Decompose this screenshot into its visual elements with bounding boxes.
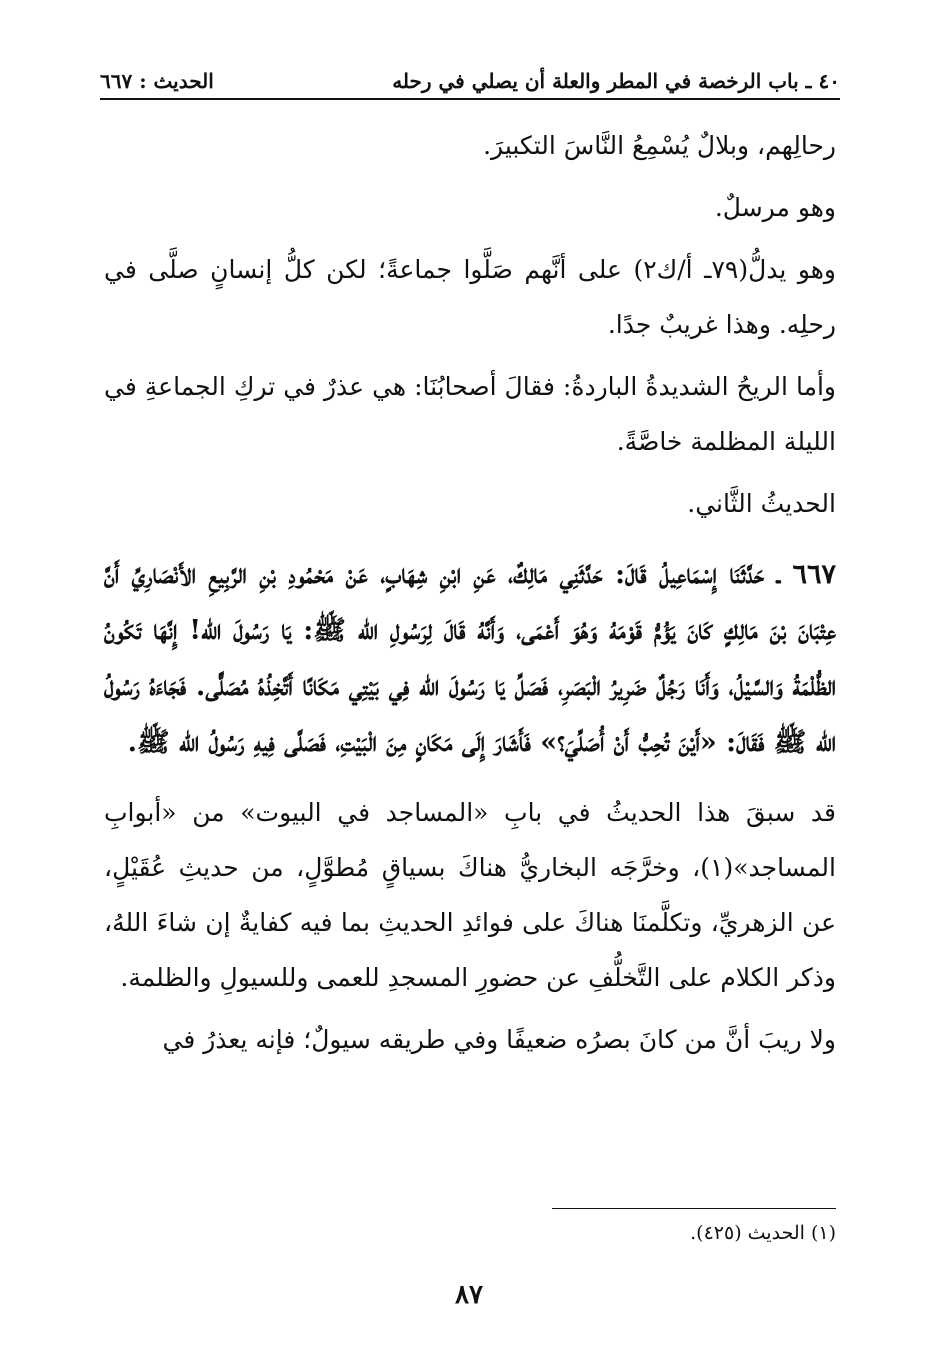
hadith-text: ٦٦٧ ـ حَدَّثَنَا إِسْمَاعِيلُ قَالَ: حَدَّثَنِي مَالِكٌ، عَنِ ابْنِ شِهَابٍ، عَنْ مَحْمُودِ بْنِ الرَّبِيعِ الأَنْصَارِيِّ أَنَّ عِتْبَانَ بْنَ مَالِكٍ كَانَ يَؤُمُّ قَوْمَهُ وَهُوَ أَعْمَى، وَأَنَّهُ قَالَ لِرَسُولِ الله ﷺ: يَا رَسُولَ الله! إِنَّهَا تَكُونُ الظُّلْمَةُ وَالسَّيْلُ، وَأَنَا رَجُلٌ ضَرِيرُ الْبَصَرِ، فَصَلِّ يَا رَسُولَ الله فِي بَيْتِي مَكَانًا أَتَّخِذُهُ مُصَلًّى. فَجَاءَهُ رَسُولُ الله ﷺ فَقَالَ: «أَيْنَ تُحِبُّ أَنْ أُصَلِّيَ؟» فَأَشَارَ إِلَى مَكَانٍ مِنَ الْبَيْتِ، فَصَلَّى فِيهِ رَسُولُ الله ﷺ. xyxy=(104,559,836,758)
paragraph: وأما الريحُ الشديدةُ الباردةُ: فقالَ أصحابُنَا: هي عذرٌ في تركِ الجماعةِ في الليلة المظلمة خاصَّةً. xyxy=(104,372,836,456)
commentary-paragraph: ولا ريبَ أنَّ من كانَ بصرُه ضعيفًا وفي طريقه سيولٌ؛ فإنه يعذرُ في xyxy=(162,1025,836,1054)
commentary-paragraph: قد سبقَ هذا الحديثُ في بابِ «المساجد في البيوت» من «أبوابِ المساجد»(١)، وخرَّجَه البخاريُّ هناكَ بسياقٍ مُطوَّلٍ، من حديثِ عُقَيْلٍ، عن الزهريِّ، وتكلَّمنَا هناكَ على فوائدِ الحديثِ بما فيه كفايةٌ إن شاءَ اللهُ، وذكر الكلام على التَّخلُّفِ عن حضورِ المسجدِ للعمى وللسيولِ والظلمة. xyxy=(104,798,836,992)
hadith-reference: الحديث : ٦٦٧ xyxy=(100,69,214,93)
page-number: ٨٧ xyxy=(455,1280,483,1310)
running-header xyxy=(100,64,840,98)
header-divider xyxy=(100,98,840,100)
main-text xyxy=(104,118,836,1074)
paragraph: رحالِهم، وبلالٌ يُسْمِعُ النَّاسَ التكبيرَ. xyxy=(483,131,836,160)
paragraph: وهو يدلُّ(٧٩ـ أ/ك٢) على أنَّهم صَلَّوا جماعةً؛ لكن كلُّ إنسانٍ صلَّى في رحلِه. وهذا غريبٌ جدًا. xyxy=(104,255,836,339)
footnote-divider xyxy=(552,1208,836,1209)
paragraph: وهو مرسلٌ. xyxy=(714,193,836,222)
footnote: (١) الحديث (٤٢٥). xyxy=(690,1222,836,1244)
paragraph: الحديثُ الثَّاني. xyxy=(687,489,836,518)
chapter-title: ٤٠ ـ باب الرخصة في المطر والعلة أن يصلي في رحله xyxy=(392,69,840,93)
